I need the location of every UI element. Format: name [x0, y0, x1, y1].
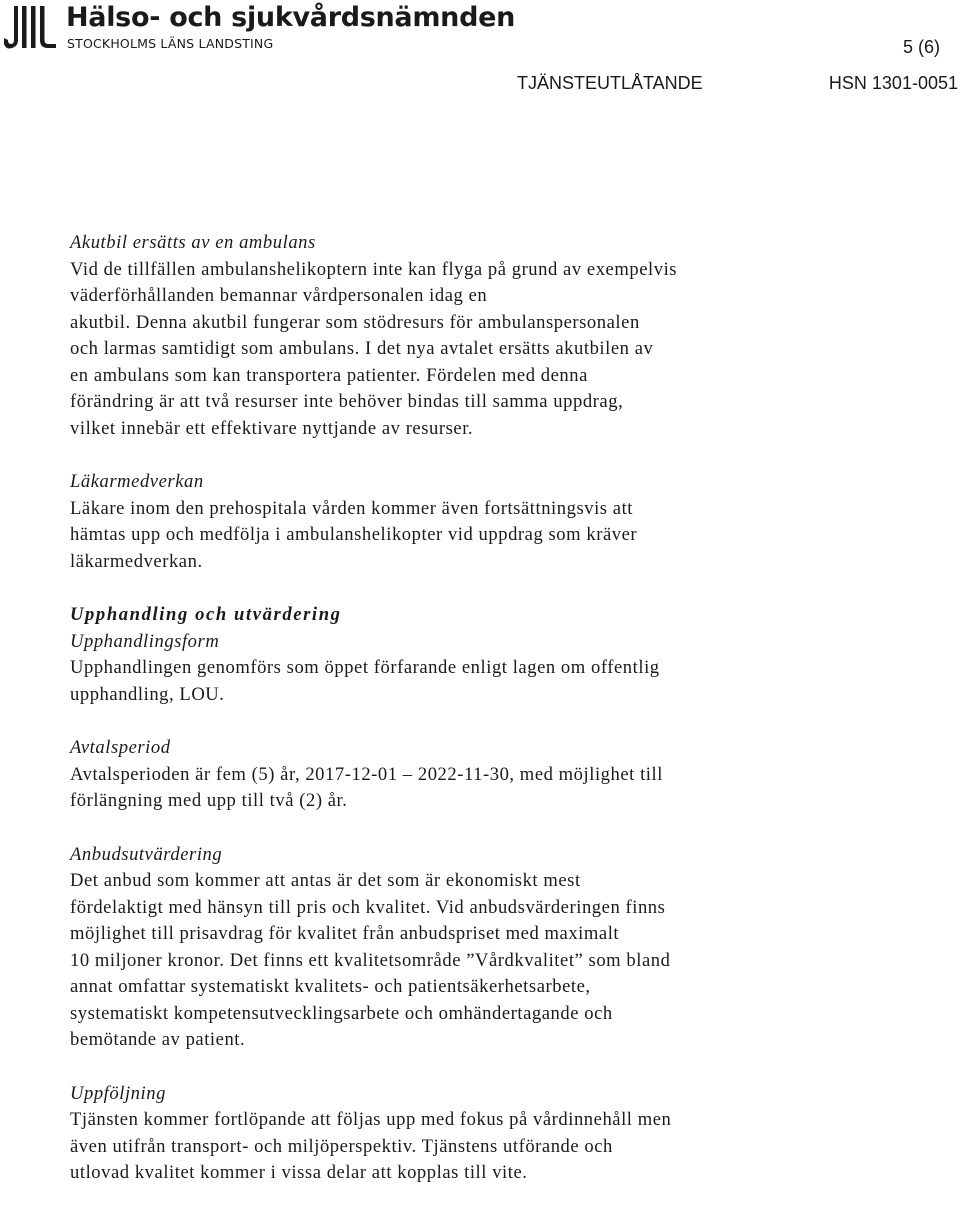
section-akutbil: [70, 230, 790, 442]
section-heading: Avtalsperiod: [70, 737, 171, 758]
section-uppfoljning: [70, 1081, 790, 1187]
paragraph-line: akutbil. Denna akutbil fungerar som stödresurs för ambulanspersonalen: [70, 311, 640, 333]
paragraph-line: Upphandlingen genomförs som öppet förfarande enligt lagen om offentlig: [70, 657, 660, 678]
paragraph-line: och larmas samtidigt som ambulans. I det nya avtalet ersätts akutbilen av: [70, 338, 654, 359]
document-body: [70, 230, 790, 1187]
paragraph-line: förlängning med upp till två (2) år.: [70, 790, 348, 811]
section-heading: Anbudsutvärdering: [70, 843, 223, 865]
section-anbudsutvardering: [70, 842, 790, 1054]
paragraph-line: fördelaktigt med hänsyn till pris och kvalitet. Vid anbudsvärderingen finns: [70, 896, 666, 918]
section-heading: Upphandlingsform: [70, 630, 220, 652]
section-heading: Akutbil ersätts av en ambulans: [70, 232, 316, 253]
paragraph-line: även utifrån transport- och miljöperspektiv. Tjänstens utförande och: [70, 1135, 613, 1157]
paragraph-line: bemötande av patient.: [70, 1029, 246, 1050]
section-heading: Uppföljning: [70, 1082, 166, 1104]
paragraph-line: Det anbud som kommer att antas är det som är ekonomiskt mest: [70, 870, 581, 891]
paragraph-line: 10 miljoner kronor. Det finns ett kvalitetsområde ”Vårdkvalitet” som bland: [70, 949, 671, 971]
organization-name: Hälso- och sjukvårdsnämnden: [66, 2, 516, 33]
paragraph-line: upphandling, LOU.: [70, 683, 225, 705]
paragraph-line: hämtas upp och medfölja i ambulanshelikopter vid uppdrag som kräver: [70, 524, 638, 545]
paragraph-line: annat omfattar systematiskt kvalitets- och patientsäkerhetsarbete,: [70, 976, 591, 997]
section-upphandlingsform: [70, 629, 790, 709]
paragraph-line: vilket innebär ett effektivare nyttjande av resurser.: [70, 417, 474, 439]
section-heading: Läkarmedverkan: [70, 471, 204, 492]
paragraph-line: Avtalsperioden är fem (5) år, 2017-12-01 – 2022-11-30, med möjlighet till: [70, 763, 663, 785]
paragraph-line: förändring är att två resurser inte behöver bindas till samma uppdrag,: [70, 391, 624, 412]
paragraph-line: Läkare inom den prehospitala vården kommer även fortsättningsvis att: [70, 497, 634, 519]
organization-subtitle: STOCKHOLMS LÄNS LANDSTING: [67, 36, 274, 51]
paragraph-line: Tjänsten kommer fortlöpande att följas upp med fokus på vårdinnehåll men: [70, 1109, 672, 1130]
paragraph-line: läkarmedverkan.: [70, 550, 203, 572]
paragraph-line: väderförhållanden bemannar vårdpersonalen idag en: [70, 285, 488, 306]
paragraph-line: utlovad kvalitet kommer i vissa delar att kopplas till vite.: [70, 1162, 528, 1183]
document-reference: HSN 1301-0051: [828, 73, 958, 93]
document-type: TJÄNSTEUTLÅTANDE: [517, 73, 703, 93]
page-number: 5 (6): [902, 37, 940, 57]
section-title-upphandling: Upphandling och utvärdering: [70, 604, 342, 625]
paragraph-line: möjlighet till prisavdrag för kvalitet från anbudspriset med maximalt: [70, 923, 620, 944]
paragraph-line: Vid de tillfällen ambulanshelikoptern inte kan flyga på grund av exempelvis: [70, 258, 678, 280]
paragraph-line: systematiskt kompetensutvecklingsarbete och omhändertagande och: [70, 1002, 613, 1024]
paragraph-line: en ambulans som kan transportera patienter. Fördelen med denna: [70, 364, 588, 386]
sll-logo-icon: [2, 4, 58, 50]
page-header: [0, 0, 960, 110]
section-lakarmedverkan: [70, 469, 790, 575]
section-avtalsperiod: [70, 735, 790, 815]
